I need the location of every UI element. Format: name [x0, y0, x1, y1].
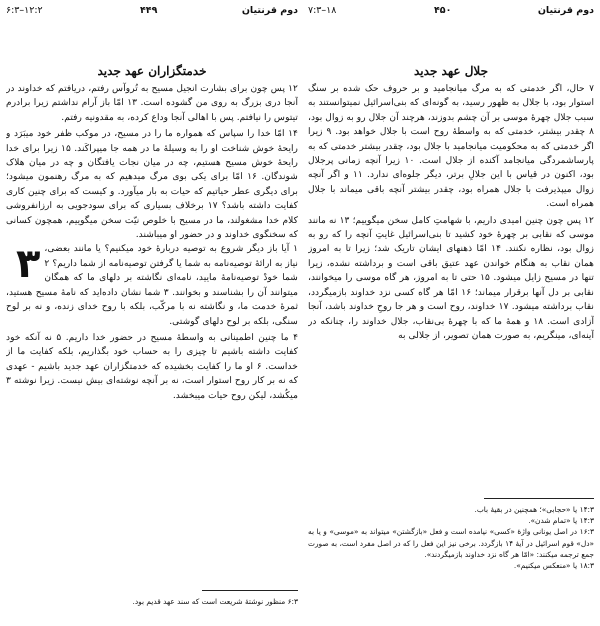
footnote: ۱۶:۳ در اصل یونانی واژهٔ «کسی» نیامده است و فعل «بازگشتن» میتواند به «موسی» و یا به «دل» قوم اسرائیل در آیهٔ ۱۴ بازگردد. برخی نیز این فعل را که در اصل مفرد است، به صورت جمع ترجمه میکنند: «امّا هر گاه نزد خداوند بازمیگردند».	[308, 527, 595, 559]
left-page-header	[6, 5, 298, 19]
footnote: ۱۴:۳ یا «تمام شدن».	[528, 516, 594, 526]
footnotes	[308, 504, 594, 571]
paragraph: ۱ آیا باز دیگر شروع به توصیه دربارهٔ خود میکنیم؟ یا مانند بعضی، نیاز به ارائهٔ توصیه‌نامه به شما یا گرفتن توصیه‌نامه از شما داریم؟ ۲ شما خودْ توصیه‌نامهٔ مایید، نامه‌ای نگاشته بر دلهای ما که همگان میتوانند آن را بشناسند و بخوانند. ۳ شما نشان داده‌اید که نامهٔ مسیح هستید، ثمرهٔ خدمت ما، و نگاشته نه با مرکّب، بلکه با روح خدای زنده، و نه بر لوح سنگی، بلکه بر لوح دلهای گوشتی.	[6, 243, 298, 327]
right-page	[308, 0, 594, 626]
section-heading: خدمتگزاران عهد جدید	[97, 64, 207, 78]
right-page-header	[308, 5, 594, 19]
chapter-verse-range: ۷:۳–۱۸	[308, 5, 337, 16]
footnote-divider	[202, 590, 298, 591]
page-number: ۴۵۰	[434, 5, 452, 16]
chapter-numeral: ۳	[16, 241, 41, 288]
running-title: دوم قرنتیان	[537, 5, 594, 16]
footnotes	[6, 596, 298, 607]
paragraph: ۴ ما چنین اطمینانی به واسطهٔ مسیح در حضور خدا داریم. ۵ نه آنکه خود کفایت داشته باشیم تا چیزی را به حساب خود بگذاریم، بلکه کفایت ما از خداست. ۶ او ما را کفایت بخشیده که خدمتگزاران عهد جدید باشیم - عهدی که نه بر کار روح استوار است، نه بر آنچه نوشته‌ای بیش نیست. زیرا نوشته ۳ میکُشد، لیکن روح حیات میبخشد.	[6, 331, 298, 401]
left-page-body	[6, 82, 298, 592]
footnote: ۶:۳ منظور نوشتهٔ شریعت است که سند عهد قدیم بود.	[132, 597, 298, 606]
section-heading: جلال عهد جدید	[414, 64, 488, 78]
footnote: ۱۴:۳ یا «حجابی»؛ همچنین در بقیهٔ باب.	[474, 505, 594, 514]
paragraph: ۱۲ پس چون چنین امیدی داریم، با شهامتِ کامل سخن میگوییم؛ ۱۳ نه مانند موسی که نقابی بر چهرهٔ خود کشید تا بنی‌اسرائیل غایتِ آنچه را که رو به زوال بود، نظاره نکنند. ۱۴ امّا ذهنهای ایشان تاریک شد؛ زیرا تا به امروز همان نقاب به هنگام خواندن عهد عتیق باقی است و برداشته نشده، زیرا تنها در مسیح زایل میشود. ۱۵ حتی تا به امروز، هر گاه موسی را میخوانند، نقابی بر دل آنها برقرار میماند؛ ۱۶ امّا هر گاه کسی نزد خداوند بازمیگردد، نقاب برداشته میشود. ۱۷ خداوند، روح است و هر جا روحِ خداوند باشد، آنجا آزادی است. ۱۸ و همهٔ ما که با چهرهٔ بی‌نقاب، جلال خداوند را، چنانکه در آینه‌ای، مینگریم، به صورت همان تصویر، از جلالی به	[308, 214, 594, 341]
footnote-divider	[484, 498, 594, 499]
chapter-verse-range: ۶:۳–۱۲:۲	[6, 5, 43, 16]
paragraph: ۷ حال، اگر خدمتی که به مرگ میانجامید و بر حروف حک شده بر سنگ استوار بود، با جلال به ظهور رسید، به گونه‌ای که بنی‌اسرائیل نمیتوانستند به سبب جلال چهرهٔ موسی بر آن چشم بدوزند، هرچند آن جلال رو به زوال بود، ۸ چقدر بیشتر، خدمتی که به واسطهٔ روح است با جلال خواهد بود. ۹ زیرا اگر خدمتی که به محکومیت میانجامید با جلال بود، چقدر بیشتر خدمتی که به پارسا‌شمردگی میانجامد آکنده از جلال است. ۱۰ زیرا آنچه زمانی پرجلال بود، اکنون در قیاس با این جلالِ برتر، دیگر جلوه‌ای ندارد. ۱۱ و اگر آنچه زوال میپذیرفت با جلال همراه بود، چقدر بیشتر آنچه باقی میماند با جلال همراه است.	[308, 83, 594, 210]
paragraph: ۱۴ امّا خدا را سپاس که همواره ما را در مسیح، در موکب ظفر خود میبَرَد و رایحهٔ خوش شناخت او را به وسیلهٔ ما در همه جا میپراکَند. ۱۵ زیرا برای خدا رایحهٔ خوش مسیح هستیم، چه در میان نجات یافتگان و چه در میان هلاک شوندگان. ۱۶ امّا برای یکی بوی مرگ میدهیم که به مرگ رهنمون میشود؛ برای دیگری عطر حیاتیم که حیات به بار میآورد. و کیست که برای چنین کاری کفایت داشته باشد؟ ۱۷ برخلاف بسیاری که برای سودجویی به ارزانفروشی کلام خدا مشغولند، ما در مسیح با خلوص نیّت سخن میگوییم، همچون کسانی که سخنگوی خداوند و در حضور او میباشند.	[6, 128, 298, 241]
running-title: دوم قرنتیان	[241, 5, 298, 16]
right-page-body	[308, 82, 594, 492]
page-number: ۴۴۹	[140, 5, 158, 16]
footnote: ۱۸:۳ یا «منعکس میکنیم».	[513, 561, 594, 571]
paragraph: ۱۲ پس چون برای بشارت انجیل مسیح به تُروآس رفتم، دریافتم که خداوند در آنجا دری بزرگ به روی من گشوده است. ۱۳ امّا باز آرام نداشتم زیرا برادرم تیتوس را نیافتم. پس با اهالی آنجا وداع کرده، به مقدونیه رفتم.	[6, 83, 298, 123]
left-page	[6, 0, 298, 626]
